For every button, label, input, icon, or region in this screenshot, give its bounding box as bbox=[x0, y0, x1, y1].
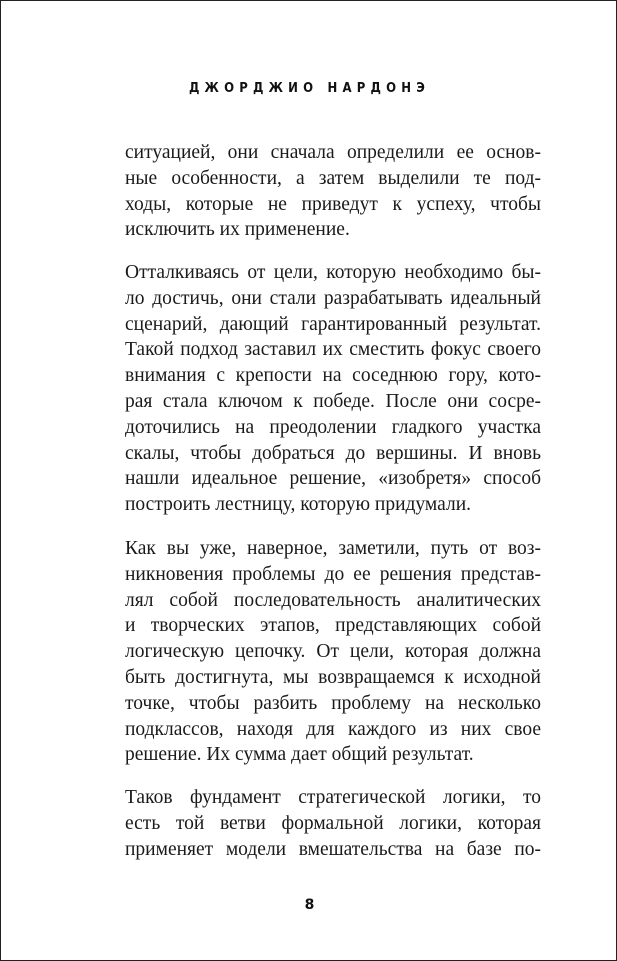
text-line: нашли идеальное решение, «изобретя» способ bbox=[125, 468, 541, 490]
text-line: Как вы уже, наверное, заметили, путь от воз- bbox=[125, 538, 541, 559]
text-line: никновения проблемы до ее решения представ- bbox=[125, 563, 541, 585]
running-header: ДЖОРДЖИО НАРДОНЭ bbox=[188, 81, 431, 96]
text-line: подклассов, находя для каждого из них свое bbox=[125, 718, 541, 740]
text-line: Отталкиваясь от цели, которую необходимо бы- bbox=[125, 262, 541, 283]
text-line: ло достичь, они стали разрабатывать идеальный bbox=[125, 287, 541, 309]
text-line: лял собой последовательность аналитических bbox=[125, 589, 541, 611]
paragraph-1 bbox=[125, 140, 541, 243]
text-line: сценарий, дающий гарантированный результат. bbox=[125, 313, 541, 335]
text-line: скалы, чтобы добраться до вершины. И вновь bbox=[125, 442, 541, 464]
text-line: ходы, которые не приведут к успеху, чтобы bbox=[125, 193, 541, 215]
text-line: доточились на преодолении гладкого участка bbox=[125, 416, 541, 438]
text-line: исключить их применение. bbox=[125, 219, 350, 241]
text-line: и творческих этапов, представляющих собой bbox=[125, 615, 541, 637]
paragraph-3 bbox=[125, 536, 541, 768]
text-line: логическую цепочку. От цели, которая должна bbox=[125, 641, 541, 663]
text-line: быть достигнута, мы возвращаемся к исходной bbox=[125, 666, 541, 688]
text-line: применяет модели вмешательства на базе по- bbox=[125, 838, 541, 860]
page-number: 8 bbox=[304, 897, 315, 913]
text-line: точке, чтобы разбить проблему на несколько bbox=[125, 692, 541, 714]
paragraph-2 bbox=[125, 260, 541, 518]
text-line: есть той ветви формальной логики, которая bbox=[125, 812, 541, 834]
text-line: Таков фундамент стратегической логики, то bbox=[125, 787, 541, 808]
text-line: ные особенности, а затем выделили те под- bbox=[125, 167, 541, 189]
text-line: внимания с крепости на соседнюю гору, кото- bbox=[125, 365, 541, 387]
text-line: ситуацией, они сначала определили ее основ- bbox=[125, 142, 541, 163]
paragraph-4 bbox=[125, 785, 541, 862]
text-line: Такой подход заставил их сместить фокус своего bbox=[125, 339, 541, 361]
text-line: рая стала ключом к победе. После они сосре- bbox=[125, 390, 541, 412]
text-line: решение. Их сумма дает общий результат. bbox=[125, 744, 474, 766]
text-line: построить лестницу, которую придумали. bbox=[125, 494, 472, 516]
